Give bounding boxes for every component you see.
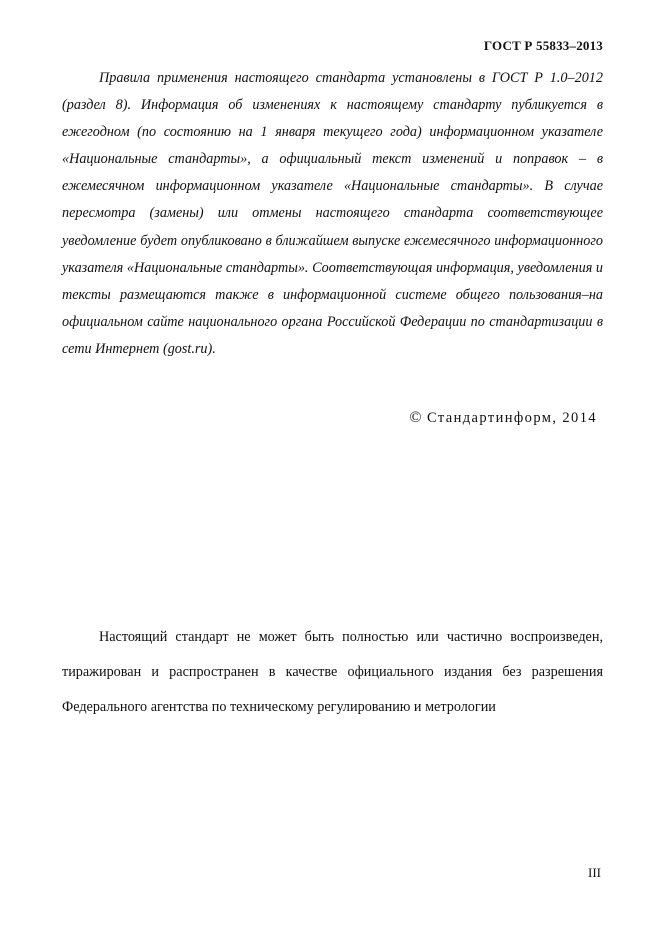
rules-paragraph: Правила применения настоящего стандарта установлены в ГОСТ Р 1.0–2012 (раздел 8). Информация об изменениях к настоящему стандарту публикуется в ежегодном (по состоянию на 1 января текущего года) информационном указателе «Национальные стандарты», а официальный текст изменений и поправок – в ежемесячном информационном указателе «Национальные стандарты». В случае пересмотра (замены) или отмены настоящего стандарта соответствующее уведомление будет опубликовано в ближайшем выпуске ежемесячного информационного указателя «Национальные стандарты». Соответствующая информация, уведомления и тексты размещаются также в информационной системе общего пользования–на официальном сайте национального органа Российской Федерации по стандартизации в сети Интернет (gost.ru). xyxy=(62,70,603,357)
standard-code-header: ГОСТ Р 55833–2013 xyxy=(483,38,603,53)
copyright-line xyxy=(409,409,597,427)
copyright-icon: © xyxy=(409,409,423,426)
copyright-text: Стандартинформ, 2014 xyxy=(426,410,597,426)
reproduction-notice: Настоящий стандарт не может быть полностью или частично воспроизведен, тиражирован и распространен в качестве официального издания без разрешения Федерального агентства по техническому регулированию и метрологии xyxy=(62,629,603,716)
page-number: III xyxy=(588,865,601,880)
